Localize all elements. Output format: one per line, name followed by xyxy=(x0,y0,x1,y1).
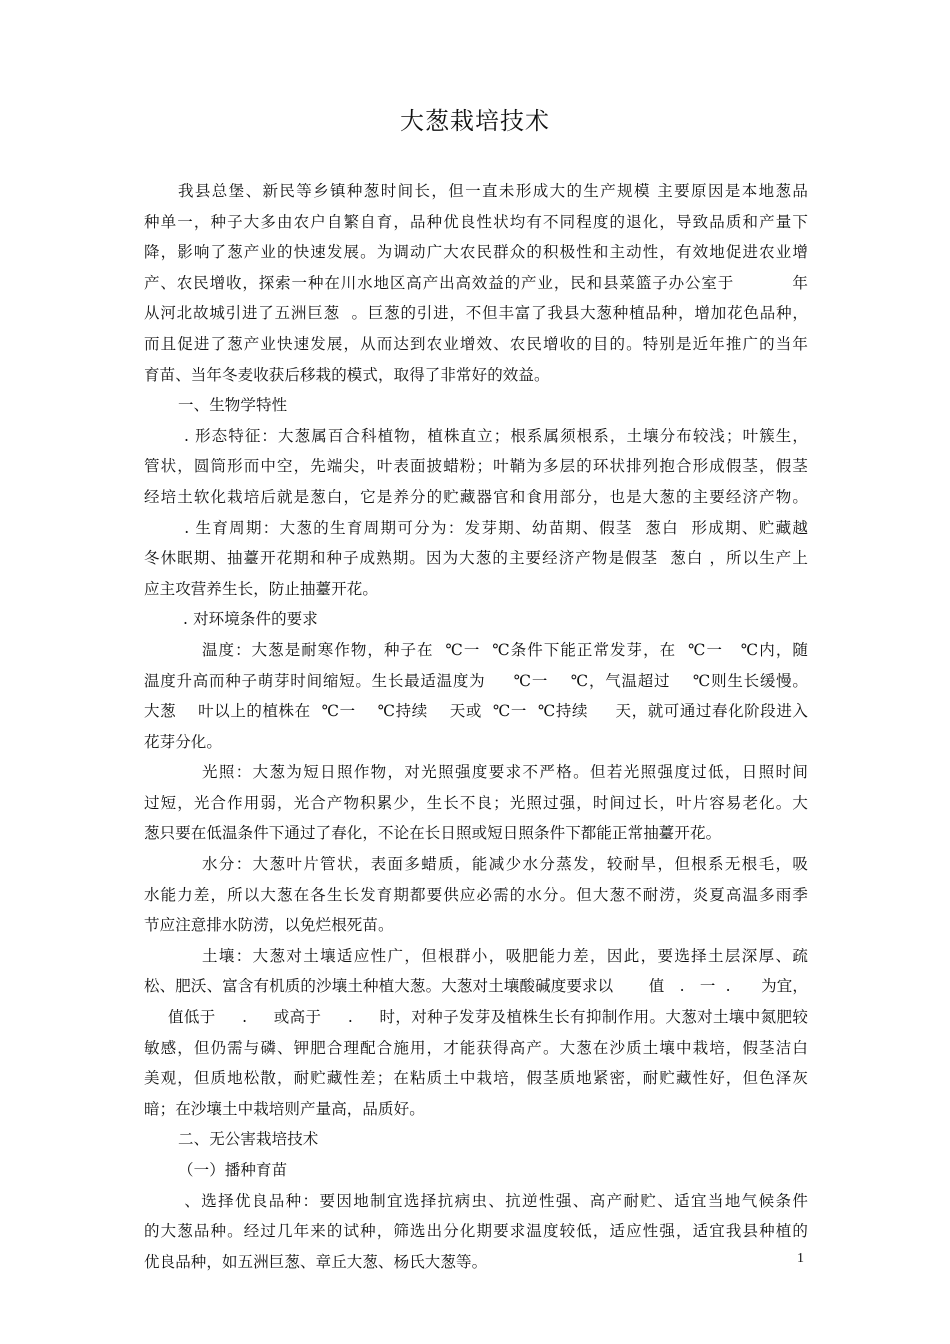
text-line: . 形态特征：大葱属百合科植物，植株直立；根系属须根系，土壤分布较浅；叶簇生， xyxy=(178,426,808,445)
section-heading: 一、生物学特性 xyxy=(178,396,288,415)
text-line: 从河北故城引进了五洲巨葱 。巨葱的引进，不但丰富了我县大葱种植品种，增加花色品种， xyxy=(144,304,808,323)
text-line: 的大葱品种。经过几年来的试种，筛选出分化期要求温度较低，适应性强，适宜我县种植的 xyxy=(144,1222,808,1241)
text-line: 种单一，种子大多由农户自繁自育，品种优良性状均有不同程度的退化，导致品质和产量下 xyxy=(144,212,808,231)
text-line: 土壤：大葱对土壤适应性广，但根群小，吸肥能力差，因此，要选择土层深厚、疏 xyxy=(202,946,808,965)
text-line: 花芽分化。 xyxy=(144,732,223,751)
text-line: 应主攻营养生长，防止抽薹开花。 xyxy=(144,579,379,598)
subsection-heading: （一）播种育苗 xyxy=(178,1161,288,1179)
text-line: 经培土软化栽培后就是葱白，它是养分的贮藏器官和食用部分，也是大葱的主要经济产物。 xyxy=(144,487,808,506)
text-line: . 生育周期：大葱的生育周期可分为：发芽期、幼苗期、假茎 葱白 形成期、贮藏越 xyxy=(178,518,808,537)
text-line: 温度升高而种子萌芽时间缩短。生长最适温度为 ℃一 ℃，气温超过 ℃则生长缓慢。 xyxy=(144,671,808,690)
text-line: 水分：大葱叶片管状，表面多蜡质，能减少水分蒸发，较耐旱，但根系无根毛，吸 xyxy=(202,855,808,874)
text-line: 葱只要在低温条件下通过了春化，不论在长日照或短日照条件下都能正常抽薹开花。 xyxy=(144,824,722,843)
section-heading: 二、无公害栽培技术 xyxy=(178,1130,319,1149)
text-line: 光照：大葱为短日照作物，对光照强度要求不严格。但若光照强度过低，日照时间 xyxy=(202,763,808,782)
text-line: 育苗、当年冬麦收获后移栽的模式，取得了非常好的效益。 xyxy=(144,365,550,384)
text-line: 暗；在沙壤土中栽培则产量高，品质好。 xyxy=(144,1099,425,1118)
text-line: 敏感，但仍需与磷、钾肥合理配合施用，才能获得高产。大葱在沙质土壤中栽培，假茎洁白 xyxy=(144,1038,808,1057)
text-line: 管状，圆筒形而中空，先端尖，叶表面披蜡粉；叶鞘为多层的环状排列抱合形成假茎，假茎 xyxy=(144,457,808,476)
text-line: 水能力差，所以大葱在各生长发育期都要供应必需的水分。但大葱不耐涝，炎夏高温多雨季 xyxy=(144,885,808,904)
text-line: 、选择优良品种：要因地制宜选择抗病虫、抗逆性强、高产耐贮、适宜当地气候条件 xyxy=(178,1191,808,1210)
text-line: 过短，光合作用弱，光合产物积累少，生长不良；光照过强，时间过长，叶片容易老化。大 xyxy=(144,793,808,812)
text-line: 大葱 叶以上的植株在 ℃一 ℃持续 天或 ℃一 ℃持续 天，就可通过春化阶段进入 xyxy=(144,702,808,721)
text-line: 值低于 . 或高于 . 时，对种子发芽及植株生长有抑制作用。大葱对土壤中氮肥较 xyxy=(168,1008,808,1027)
text-line: 温度：大葱是耐寒作物，种子在 ℃一 ℃条件下能正常发芽，在 ℃一 ℃内，随 xyxy=(202,640,808,659)
subsection-heading: . 对环境条件的要求 xyxy=(178,610,318,629)
text-line: 美观，但质地松散，耐贮藏性差；在粘质土中栽培，假茎质地紧密，耐贮藏性好，但色泽灰 xyxy=(144,1069,808,1088)
text-line: 冬休眠期、抽薹开花期和种子成熟期。因为大葱的主要经济产物是假茎 葱白 ，所以生产上 xyxy=(144,549,808,568)
text-line: 降，影响了葱产业的快速发展。为调动广大农民群众的积极性和主动性，有效地促进农业增 xyxy=(144,243,808,262)
text-line: 产、农民增收，探索一种在川水地区高产出高效益的产业，民和县菜篮子办公室于 年 xyxy=(144,273,808,292)
text-line: 优良品种，如五洲巨葱、章丘大葱、杨氏大葱等。 xyxy=(144,1252,488,1271)
text-line: 松、肥沃、富含有机质的沙壤土种植大葱。大葱对土壤酸碱度要求以 值 . 一 . 为宜， xyxy=(144,977,808,996)
text-line: 我县总堡、新民等乡镇种葱时间长，但一直未形成大的生产规模 主要原因是本地葱品 xyxy=(178,182,808,200)
text-line: 而且促进了葱产业快速发展，从而达到农业增效、农民增收的目的。特别是近年推广的当年 xyxy=(144,334,808,353)
text-line: 节应注意排水防涝，以免烂根死苗。 xyxy=(144,916,394,935)
document-body xyxy=(144,176,808,1277)
page-title: 大葱栽培技术 xyxy=(400,107,550,135)
page-number: 1 xyxy=(797,1251,804,1266)
